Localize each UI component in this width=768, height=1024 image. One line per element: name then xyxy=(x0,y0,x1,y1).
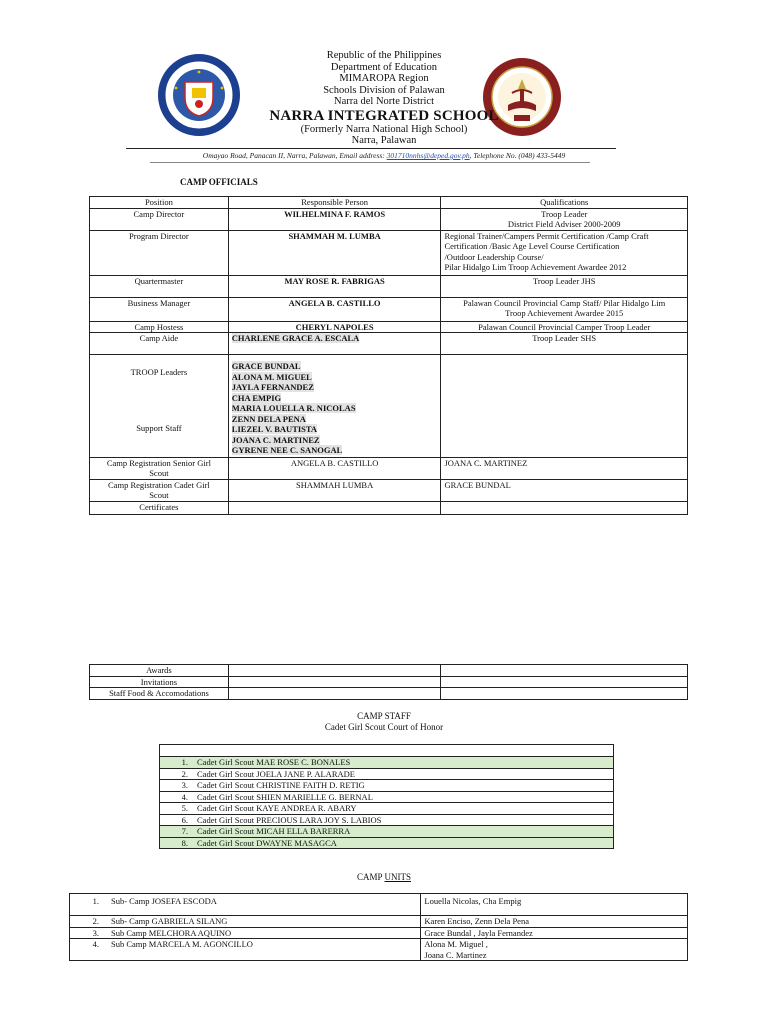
position-cell: Staff Food & Accomodations xyxy=(90,688,229,700)
person-cell: ANGELA B. CASTILLO xyxy=(228,297,441,321)
table-row xyxy=(90,688,688,700)
staff-name: Cadet Girl Scout KAYE ANDREA R. ABARY xyxy=(197,803,357,813)
unit-leaders-cell xyxy=(421,916,688,928)
camp-units-title-a: CAMP xyxy=(357,872,385,882)
qualification-cell: GRACE BUNDAL xyxy=(441,479,688,501)
address-line xyxy=(0,151,768,160)
qualification-cell xyxy=(441,230,688,275)
table-row xyxy=(90,208,688,230)
camp-staff-heading xyxy=(0,711,768,733)
staff-number: 2. xyxy=(181,768,188,779)
table-row xyxy=(70,894,688,916)
staff-name: Cadet Girl Scout MAE ROSE C. BONALES xyxy=(197,757,351,767)
table-row xyxy=(160,803,614,815)
position-cell: Camp Aide xyxy=(90,333,229,355)
troop-name xyxy=(232,382,438,393)
header-line: Department of Education xyxy=(330,61,438,73)
staff-number: 1. xyxy=(181,757,188,767)
school-name: NARRA INTEGRATED SCHOOL xyxy=(269,107,499,124)
column-header: Position xyxy=(90,197,229,209)
qual-line: District Field Adviser 2000-2009 xyxy=(507,219,621,229)
qualification-cell xyxy=(441,665,688,677)
table-row xyxy=(90,665,688,677)
qualification-cell xyxy=(441,355,688,458)
column-header: Responsible Person xyxy=(228,197,441,209)
staff-name: Cadet Girl Scout MICAH ELLA BARERRA xyxy=(197,826,351,836)
table-row xyxy=(90,355,688,458)
person-cell: SHAMMAH LUMBA xyxy=(228,479,441,501)
table-row xyxy=(70,927,688,939)
staff-name: Cadet Girl Scout DWAYNE MASAGCA xyxy=(197,837,337,848)
staff-cell xyxy=(160,791,614,803)
troop-name xyxy=(232,445,438,456)
table-row xyxy=(160,757,614,769)
unit-cell xyxy=(70,916,421,928)
unit-cell xyxy=(70,927,421,939)
person-name: CHARLENE GRACE A. ESCALA xyxy=(231,333,360,343)
person-cell: CHERYL NAPOLES xyxy=(228,321,441,333)
staff-number: 6. xyxy=(181,814,188,825)
unit-leaders-cell xyxy=(421,894,688,916)
table-row xyxy=(160,826,614,838)
qualification-cell: Palawan Council Provincial Camper Troop Leader xyxy=(441,321,688,333)
troop-name-text: ZENN DELA PENA xyxy=(231,413,306,424)
table-row xyxy=(160,791,614,803)
table-row xyxy=(160,814,614,826)
email-link[interactable]: 301710nnhs@deped.gov.ph xyxy=(386,151,470,160)
header-line: Republic of the Philippines xyxy=(326,50,442,61)
unit-cell xyxy=(70,939,421,961)
position-cell: Program Director xyxy=(90,230,229,275)
person-cell xyxy=(228,665,441,677)
table-row xyxy=(70,939,688,961)
camp-staff-title: CAMP STAFF xyxy=(357,711,411,721)
person-cell xyxy=(228,333,441,355)
header-line: Narra del Norte District xyxy=(333,96,434,107)
staff-number: 5. xyxy=(181,803,188,813)
staff-name: Cadet Girl Scout CHRISTINE FAITH D. RETIG xyxy=(197,780,365,790)
camp-units-title-b: UNITS xyxy=(384,872,411,882)
troop-name-text: ALONA M. MIGUEL xyxy=(231,371,312,382)
position-line: Scout xyxy=(149,490,169,500)
troop-name xyxy=(232,435,438,446)
staff-number: 7. xyxy=(181,826,188,836)
address-suffix: , Telephone No. (048) 433-5449 xyxy=(469,151,566,160)
qualification-cell: Troop Leader JHS xyxy=(441,275,688,297)
unit-number: 4. xyxy=(92,939,99,949)
table-row xyxy=(90,321,688,333)
town: Narra, Palawan xyxy=(351,135,417,146)
unit-leaders-cell xyxy=(421,939,688,961)
qualification-cell: JOANA C. MARTINEZ xyxy=(441,457,688,479)
camp-officials-table xyxy=(89,196,688,515)
table-row xyxy=(160,780,614,792)
staff-number: 8. xyxy=(181,837,188,848)
qualification-cell xyxy=(441,688,688,700)
position-cell: Business Manager xyxy=(90,297,229,321)
position-cell xyxy=(90,355,229,458)
leader-line: Grace Bundal , Jayla Fernandez xyxy=(424,927,533,938)
table-row xyxy=(160,745,614,757)
staff-cell xyxy=(160,768,614,780)
person-cell xyxy=(228,676,441,688)
staff-cell xyxy=(160,780,614,792)
troop-name-text: JAYLA FERNANDEZ xyxy=(231,382,314,392)
qual-line: Troop Leader xyxy=(541,208,588,219)
staff-name: Cadet Girl Scout JOELA JANE P. ALARADE xyxy=(197,768,355,779)
camp-staff-subtitle: Cadet Girl Scout Court of Honor xyxy=(324,722,444,732)
qual-line: Troop Achievement Awardee 2015 xyxy=(505,308,624,318)
troop-name-text: GRACE BUNDAL xyxy=(231,361,301,371)
table-row xyxy=(160,768,614,780)
staff-cell xyxy=(160,837,614,849)
former-name: (Formerly Narra National High School) xyxy=(300,123,468,135)
qualification-cell: Troop Leader SHS xyxy=(441,333,688,355)
table-row xyxy=(90,275,688,297)
support-staff-label: Support Staff xyxy=(136,422,182,433)
table-row xyxy=(90,230,688,275)
qual-line: Certification /Basic Age Level Course Certification xyxy=(444,241,620,251)
troop-name xyxy=(232,393,438,404)
troop-leaders-label: TROOP Leaders xyxy=(130,367,188,377)
table-row xyxy=(90,333,688,355)
troop-name-text: LIEZEL V. BAUTISTA xyxy=(231,424,318,434)
troop-name-text: JOANA C. MARTINEZ xyxy=(231,434,320,445)
leader-line: Joana C. Martinez xyxy=(424,949,487,960)
person-cell: MAY ROSE R. FABRIGAS xyxy=(228,275,441,297)
person-cell xyxy=(228,501,441,514)
table-row xyxy=(90,479,688,501)
staff-cell xyxy=(160,814,614,826)
position-cell: Camp Hostess xyxy=(90,321,229,333)
position-cell: Invitations xyxy=(90,676,229,688)
position-cell: Certificates xyxy=(90,501,229,514)
qualification-cell xyxy=(441,297,688,321)
blank-cell xyxy=(160,745,614,757)
person-cell: WILHELMINA F. RAMOS xyxy=(228,208,441,230)
leader-line: Louella Nicolas, Cha Empig xyxy=(424,896,522,906)
table-row xyxy=(90,676,688,688)
column-header: Qualifications xyxy=(441,197,688,209)
troop-name xyxy=(232,414,438,425)
address-prefix: Omayao Road, Panacan II, Narra, Palawan, Email address: xyxy=(202,151,387,160)
staff-cell xyxy=(160,803,614,815)
table-row xyxy=(90,297,688,321)
troop-name xyxy=(232,361,438,372)
unit-leaders-cell xyxy=(421,927,688,939)
table-header-row xyxy=(90,197,688,209)
person-cell xyxy=(228,355,441,458)
staff-number: 3. xyxy=(181,780,188,790)
camp-officials-title: CAMP OFFICIALS xyxy=(180,177,258,187)
camp-units-title xyxy=(0,872,768,882)
table-row xyxy=(90,501,688,514)
qual-line: /Outdoor Leadership Course/ xyxy=(444,251,544,262)
position-line: Scout xyxy=(149,468,169,478)
qualification-cell xyxy=(441,676,688,688)
position-cell: Camp Director xyxy=(90,208,229,230)
unit-number: 2. xyxy=(92,916,99,926)
qual-line: Regional Trainer/Campers Permit Certification /Camp Craft xyxy=(444,230,649,241)
troop-name xyxy=(232,424,438,435)
unit-name: Sub- Camp GABRIELA SILANG xyxy=(111,916,228,926)
troop-name xyxy=(232,372,438,383)
table-row xyxy=(160,837,614,849)
qualification-cell xyxy=(441,208,688,230)
position-cell xyxy=(90,479,229,501)
leader-line: Alona M. Miguel , xyxy=(424,939,488,949)
staff-name: Cadet Girl Scout PRECIOUS LARA JOY S. LABIOS xyxy=(197,814,382,825)
camp-units-table xyxy=(69,893,688,961)
staff-number: 4. xyxy=(181,791,188,802)
leader-line: Karen Enciso, Zenn Dela Pena xyxy=(424,916,529,926)
court-of-honor-table xyxy=(159,744,614,849)
position-cell: Awards xyxy=(90,665,229,677)
unit-name: Sub Camp MELCHORA AQUINO xyxy=(111,927,232,938)
logistics-table xyxy=(89,664,688,700)
position-cell: Quartermaster xyxy=(90,275,229,297)
letterhead xyxy=(0,50,768,147)
qual-line: Pilar Hidalgo Lim Troop Achievement Awardee 2012 xyxy=(444,262,627,272)
troop-name-text: CHA EMPIG xyxy=(231,392,282,403)
staff-name: Cadet Girl Scout SHIEN MARIELLE G. BERNAL xyxy=(197,791,373,802)
staff-cell xyxy=(160,757,614,769)
troop-name-text: GYRENE NEE C. SANOGAL xyxy=(231,445,343,455)
person-cell xyxy=(228,688,441,700)
position-line: Camp Registration Senior Girl xyxy=(106,457,211,468)
person-cell: SHAMMAH M. LUMBA xyxy=(228,230,441,275)
qualification-cell xyxy=(441,501,688,514)
unit-cell xyxy=(70,894,421,916)
unit-name: Sub- Camp JOSEFA ESCODA xyxy=(111,896,217,906)
unit-number: 1. xyxy=(92,896,99,906)
troop-name xyxy=(232,403,438,414)
header-line: MIMAROPA Region xyxy=(339,73,429,84)
position-cell xyxy=(90,457,229,479)
position-line: Camp Registration Cadet Girl xyxy=(108,479,210,490)
table-row xyxy=(70,916,688,928)
unit-name: Sub Camp MARCELA M. AGONCILLO xyxy=(111,939,253,949)
header-divider xyxy=(126,148,616,149)
unit-number: 3. xyxy=(92,927,99,938)
header-divider-2 xyxy=(150,162,590,163)
qual-line: Palawan Council Provincial Camp Staff/ Pilar Hidalgo Lim xyxy=(463,297,666,308)
header-line: Schools Division of Palawan xyxy=(323,84,445,96)
table-row xyxy=(90,457,688,479)
person-cell: ANGELA B. CASTILLO xyxy=(228,457,441,479)
staff-cell xyxy=(160,826,614,838)
troop-name-text: MARIA LOUELLA R. NICOLAS xyxy=(231,403,356,413)
